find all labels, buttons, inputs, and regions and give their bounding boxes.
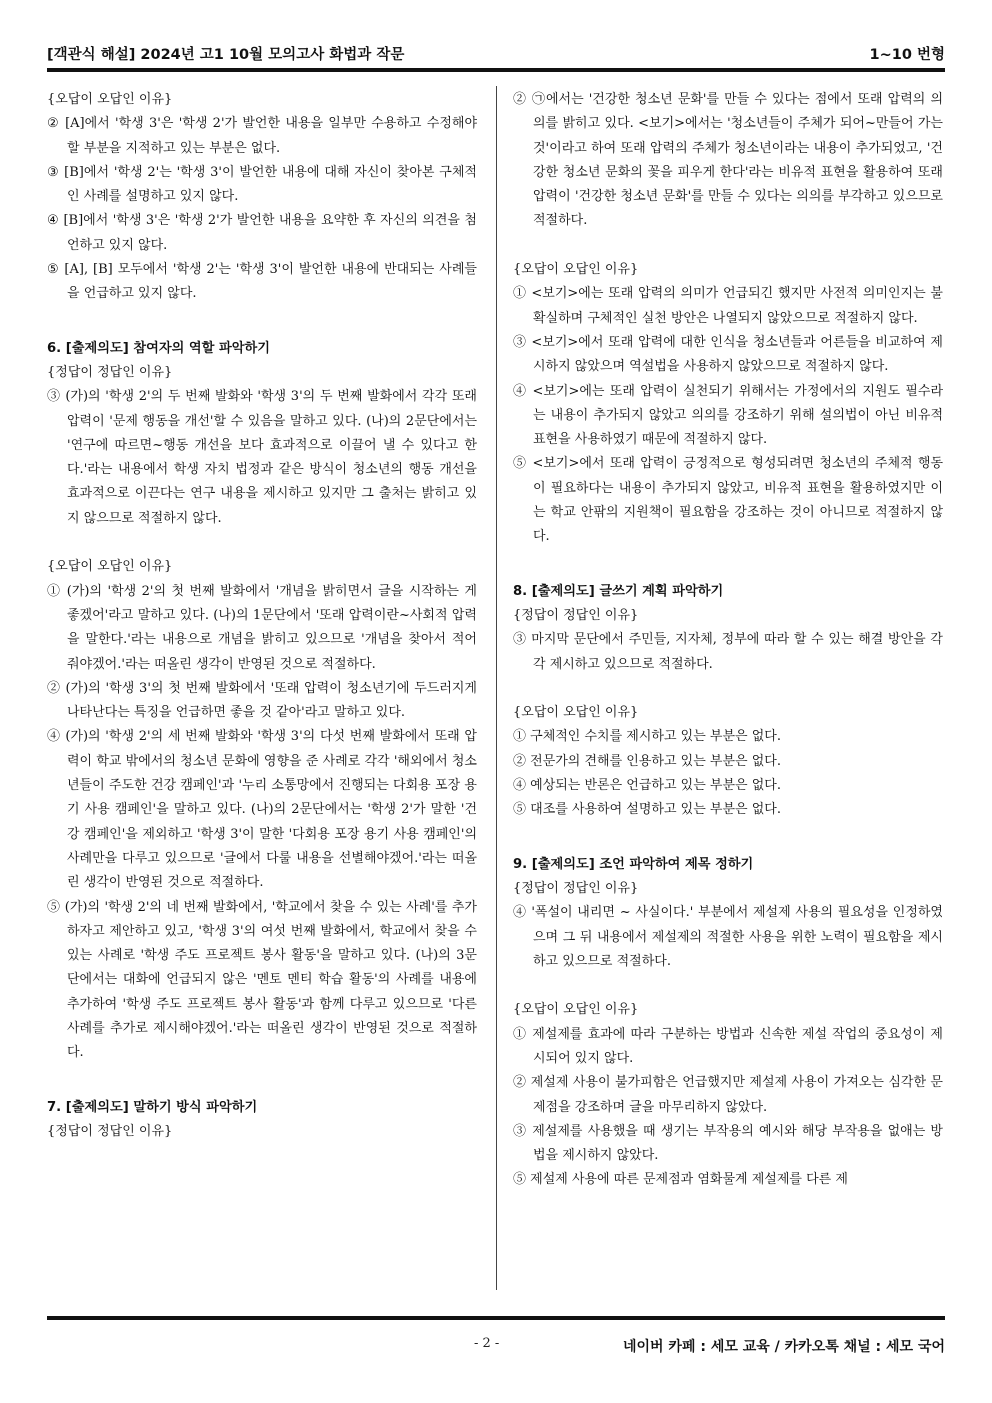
answer-explanation: ③ 마지막 문단에서 주민들, 지자체, 정부에 따라 할 수 있는 해결 방안을 각각 제시하고 있으므로 적절하다. xyxy=(513,632,943,672)
answer-explanation: ③ <보기>에서 또래 압력에 대한 인식을 청소년들과 어른들을 비교하여 제시하지 않았으며 역설법을 사용하지 않았으므로 적절하지 않다. xyxy=(513,334,943,375)
answer-explanation: ③ [B]에서 '학생 2'는 '학생 3'이 발언한 내용에 대해 자신이 찾아본 구체적인 사례를 설명하고 있지 않다. xyxy=(47,164,477,205)
answer-explanation: ② [A]에서 '학생 3'은 '학생 2'가 발언한 내용을 일부만 수용하고 수정해야 할 부분을 지적하고 있는 부분은 없다. xyxy=(47,116,477,156)
section-label: {오답이 오답인 이유} xyxy=(513,262,639,278)
right-column xyxy=(513,88,943,1193)
answer-explanation: ② ㉠에서는 '건강한 청소년 문화'를 만들 수 있다는 점에서 또래 압력의 의의를 밝히고 있다. <보기>에서는 '청소년들이 주체가 되어~만들어 가는 것'이라고 하여 또래 압력의 주체가 청소년이라는 내용이 추가되었고, '건강한 청소년 문화의 꽃을 피우게 한다'라는 비유적 표현을 활용하여 또래 압력이 '건강한 청소년 문화'를 만들 수 있다는 의의를 부각하고 있으므로 적절하다. xyxy=(513,92,943,229)
question-range: 1~10 번형 xyxy=(869,46,945,63)
answer-explanation: ① 구체적인 수치를 제시하고 있는 부분은 없다. xyxy=(513,729,781,745)
section-label: {오답이 오답인 이유} xyxy=(47,92,173,107)
answer-explanation: ④ [B]에서 '학생 3'은 '학생 2'가 발언한 내용을 요약한 후 자신의 의견을 첨언하고 있지 않다. xyxy=(47,213,477,253)
section-label: {정답이 정답인 이유} xyxy=(47,1123,173,1139)
answer-explanation: ⑤ <보기>에서 또래 압력이 긍정적으로 형성되려면 청소년의 주체적 행동이 필요하다는 내용이 추가되지 않았고, 비유적 표현을 활용하였지만 이는 학교 안팎의 지원책이 필요함을 강조하는 것이 아니므로 적절하지 않다. xyxy=(513,456,943,545)
answer-explanation: ② 전문가의 견해를 인용하고 있는 부분은 없다. xyxy=(513,753,781,769)
answer-explanation: ① <보기>에는 또래 압력의 의미가 언급되긴 했지만 사전적 의미인지는 불확실하며 구체적인 실천 방안은 나열되지 않았으므로 적절하지 않다. xyxy=(513,286,943,326)
answer-explanation: ④ 예상되는 반론은 언급하고 있는 부분은 없다. xyxy=(513,778,781,794)
answer-explanation: ③ (가)의 '학생 2'의 두 번째 발화와 '학생 3'의 두 번째 발화에서 각각 또래 압력이 '문제 행동을 개선'할 수 있음을 말하고 있다. (나)의 2문단에서는 '연구에 따르면~행동 개선을 보다 효과적으로 이끌어 낼 수 있다고 한다.'라는 내용에서 학생 자치 법정과 같은 방식이 청소년의 행동 개선을 효과적으로 이끈다는 연구 내용을 제시하고 있지만 그 출처는 밝히고 있지 않으므로 적절하지 않다. xyxy=(47,389,477,526)
section-label: {오답이 오답인 이유} xyxy=(513,705,639,721)
left-column xyxy=(47,88,477,1144)
footer-rule xyxy=(47,1316,945,1320)
answer-explanation: ④ '폭설이 내리면 ~ 사실이다.' 부분에서 제설제 사용의 필요성을 인정하였으며 그 뒤 내용에서 제설제의 적절한 사용을 위한 노력이 필요함을 제시하고 있으므로 적절하다. xyxy=(513,905,943,969)
answer-explanation: ② (가)의 '학생 3'의 첫 번째 발화에서 '또래 압력이 청소년기에 두드러지게 나타난다는 특징을 언급하면 좋을 것 같아'라고 말하고 있다. xyxy=(47,680,477,721)
section-label: {정답이 정답인 이유} xyxy=(513,607,639,623)
page-number: - 2 - xyxy=(474,1336,500,1351)
answer-explanation: ① (가)의 '학생 2'의 첫 번째 발화에서 '개념을 밝히면서 글을 시작하는 게 좋겠어'라고 말하고 있다. (나)의 1문단에서 '또래 압력이란~사회적 압력을 말한다.'라는 내용으로 개념을 밝히고 있으므로 '개념을 찾아서 적어 줘야겠어.'라는 떠올린 생각이 반영된 것으로 적절하다. xyxy=(47,583,477,672)
question-title-6: 6. [출제의도] 참여자의 역할 파악하기 xyxy=(47,340,270,356)
header-rule xyxy=(47,68,945,72)
answer-explanation: ③ 제설제를 사용했을 때 생기는 부작용의 예시와 해당 부작용을 없애는 방법을 제시하지 않았다. xyxy=(513,1123,943,1164)
section-label: {오답이 오답인 이유} xyxy=(47,559,173,575)
answer-explanation: ① 제설제를 효과에 따라 구분하는 방법과 신속한 제설 작업의 중요성이 제시되어 있지 않다. xyxy=(513,1026,943,1066)
footer-info: 네이버 카페 : 세모 교육 / 카카오톡 채널 : 세모 국어 xyxy=(622,1339,945,1355)
section-label: {정답이 정답인 이유} xyxy=(47,364,173,380)
answer-explanation: ④ <보기>에는 또래 압력이 실천되기 위해서는 가정에서의 지원도 필수라는 내용이 추가되지 않았고 의의를 강조하기 위해 설의법이 아닌 비유적 표현을 사용하였기 때문에 적절하지 않다. xyxy=(513,383,943,448)
section-label: {정답이 정답인 이유} xyxy=(513,880,639,896)
question-title-9: 9. [출제의도] 조언 파악하여 제목 정하기 xyxy=(513,856,754,872)
answer-explanation: ⑤ [A], [B] 모두에서 '학생 2'는 '학생 3'이 발언한 내용에 반대되는 사례들을 언급하고 있지 않다. xyxy=(47,262,477,302)
answer-explanation: ⑤ (가)의 '학생 2'의 네 번째 발화에서, '학교에서 찾을 수 있는 사례'를 추가하자고 제안하고 있고, '학생 3'의 여섯 번째 발화에서, 학교에서 찾을 수 있는 사례로 '학생 주도 프로젝트 봉사 활동'을 말하고 있다. (나)의 3문단에서는 대화에 언급되지 않은 '멘토 멘티 학습 활동'의 사례를 내용에 추가하여 '학생 주도 프로젝트 봉사 활동'과 함께 다루고 있으므로 '다른 사례를 추가로 제시해야겠어.'라는 떠올린 생각이 반영된 것으로 적절하다. xyxy=(47,899,477,1061)
answer-explanation: ② 제설제 사용이 불가피함은 언급했지만 제설제 사용이 가져오는 심각한 문제점을 강조하며 글을 마무리하지 않았다. xyxy=(513,1075,943,1115)
question-title-7: 7. [출제의도] 말하기 방식 파악하기 xyxy=(47,1099,258,1115)
document-title: [객관식 해설] 2024년 고1 10월 모의고사 화법과 작문 xyxy=(47,46,405,63)
question-title-8: 8. [출제의도] 글쓰기 계획 파악하기 xyxy=(513,583,724,599)
answer-explanation: ⑤ 대조를 사용하여 설명하고 있는 부분은 없다. xyxy=(513,802,781,818)
column-divider xyxy=(496,86,497,1290)
section-label: {오답이 오답인 이유} xyxy=(513,1002,639,1018)
page-header xyxy=(47,42,945,64)
answer-explanation: ④ (가)의 '학생 2'의 세 번째 발화와 '학생 3'의 다섯 번째 발화에서 또래 압력이 학교 밖에서의 청소년 문화에 영향을 준 사례로 각각 '해외에서 청소년들이 주도한 건강 캠페인'과 '누리 소통망에서 진행되는 다회용 포장 용기 사용 캠페인'을 말하고 있다. (나)의 2문단에서는 '학생 2'가 말한 '건강 캠페인'을 제외하고 '학생 3'이 말한 '다회용 포장 용기 사용 캠페인'의 사례만을 다루고 있으므로 '글에서 다룰 내용을 선별해야겠어.'라는 떠올린 생각이 반영된 것으로 적절하다. xyxy=(47,729,477,891)
answer-explanation: ⑤ 제설제 사용에 따른 문제점과 염화물계 제설제를 다른 제 xyxy=(513,1172,848,1188)
